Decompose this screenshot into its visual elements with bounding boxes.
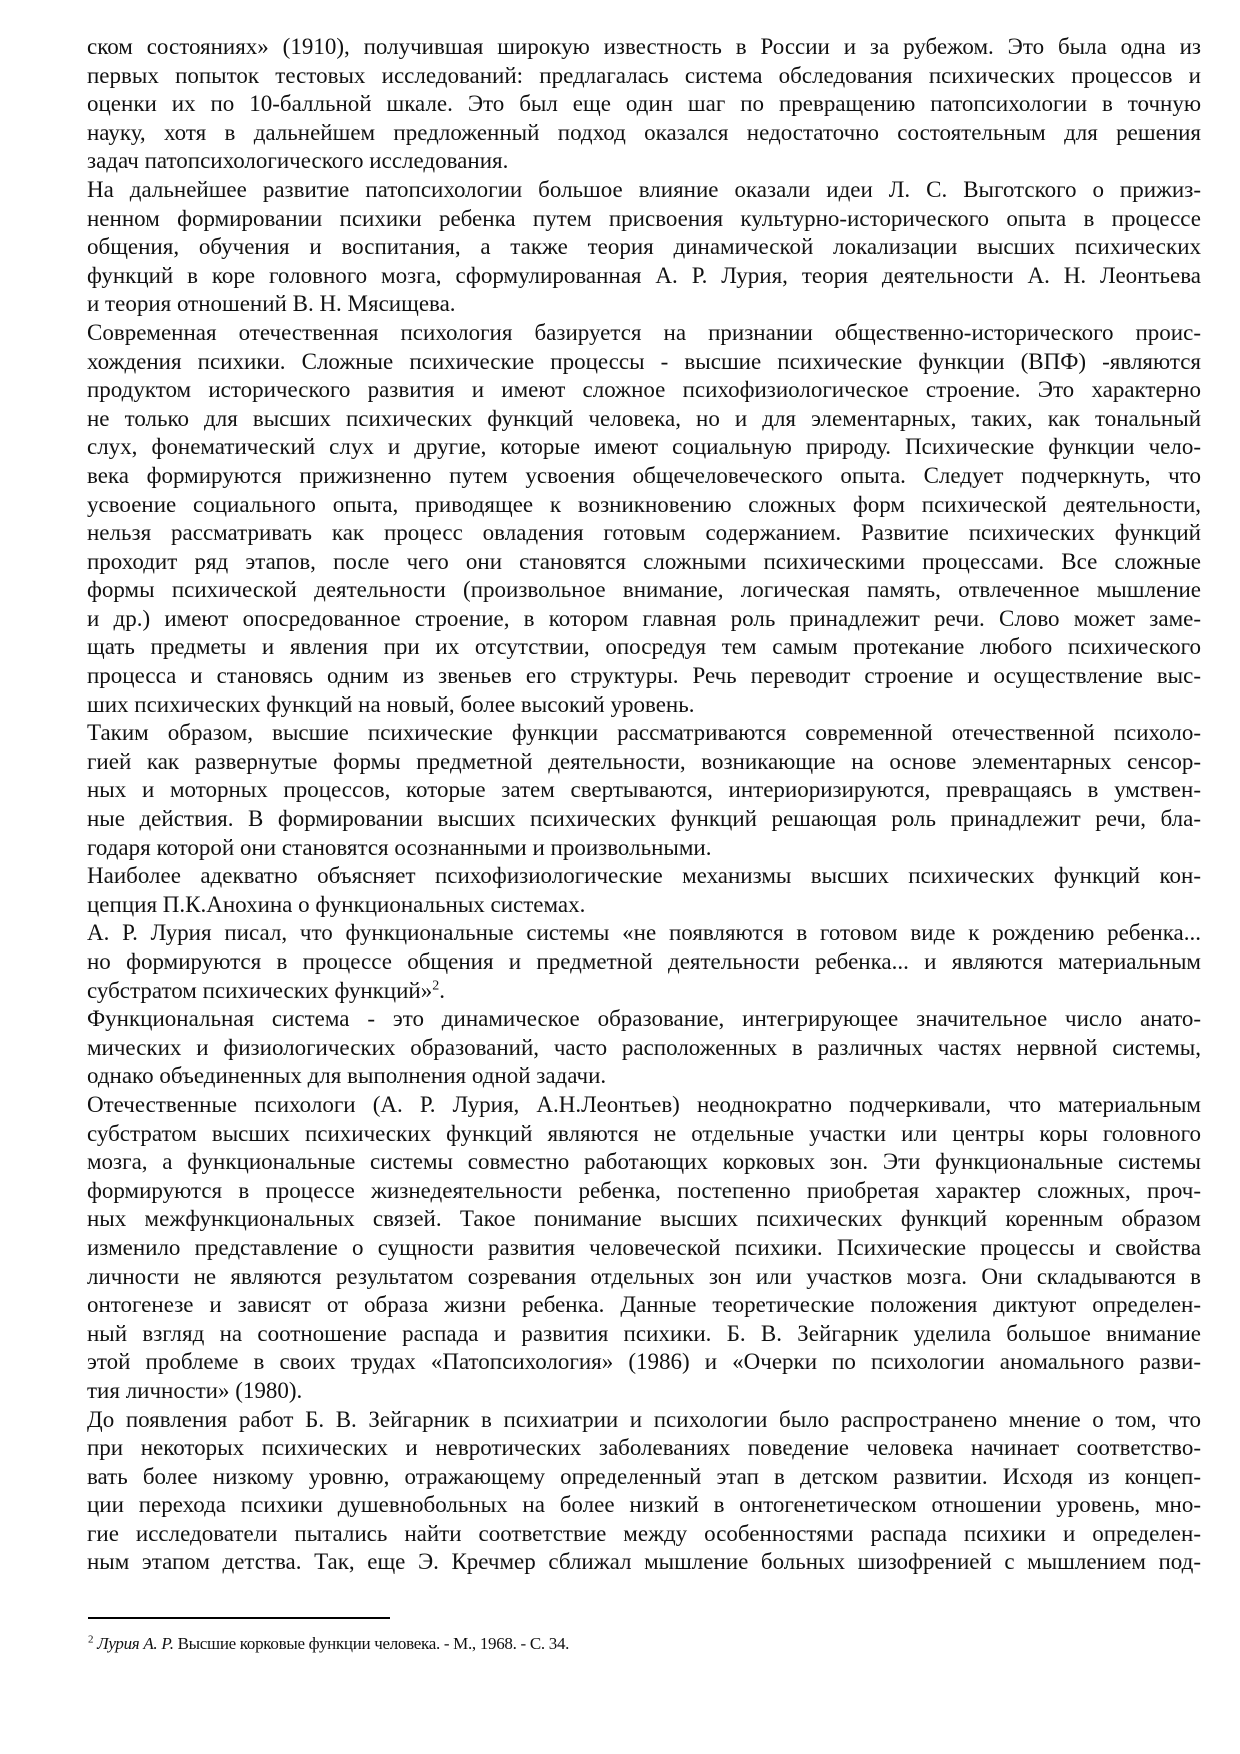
- line-text: гие исследователи пытались найти соответствие между особенностями распада психики и определен-: [87, 1520, 1201, 1546]
- line-text: цепция П.К.Анохина о функциональных системах.: [87, 891, 586, 917]
- line-text: тия личности» (1980).: [87, 1377, 303, 1403]
- text-line: [87, 348, 1201, 377]
- line-text: ных межфункциональных связей. Такое понимание высших психических функций коренным образом: [87, 1206, 1201, 1232]
- body-text: [87, 33, 1201, 1577]
- line-text: не только для высших психических функций человека, но и для элементарных, таких, как тональный: [87, 405, 1201, 431]
- text-line: [87, 948, 1201, 977]
- text-line: [87, 1548, 1201, 1577]
- text-line: [87, 1148, 1201, 1177]
- line-text: Наиболее адекватно объясняет психофизиологические механизмы высших психических функций кон-: [87, 863, 1201, 889]
- text-line: [87, 233, 1201, 262]
- text-line: [87, 1463, 1201, 1492]
- text-line: [87, 605, 1201, 634]
- line-text: первых попыток тестовых исследований: предлагалась система обследования психических процессов и: [87, 62, 1201, 88]
- paragraph: [87, 176, 1201, 319]
- text-line: [87, 548, 1201, 577]
- line-text: онтогенезе и зависят от образа жизни ребенка. Данные теоретические положения диктуют определен-: [87, 1292, 1201, 1318]
- footnote-text: Высшие корковые функции человека. - М., 1968. - С. 34.: [173, 1634, 570, 1653]
- paragraph: [87, 862, 1201, 919]
- line-text: А. Р. Лурия писал, что функциональные системы «не появляются в готовом виде к рождению ребенка...: [87, 920, 1201, 946]
- text-line: [87, 319, 1201, 348]
- line-text: функций в коре головного мозга, сформулированная А. Р. Лурия, теория деятельности А. Н. Леонтьева: [87, 262, 1201, 288]
- text-line: [87, 176, 1201, 205]
- text-line: [87, 1234, 1201, 1263]
- line-text: ных и моторных процессов, которые затем свертываются, интериоризируются, превращаясь в умствен-: [87, 777, 1201, 803]
- text-line: [87, 776, 1201, 805]
- text-line: [87, 405, 1201, 434]
- line-text: Таким образом, высшие психические функции рассматриваются современной отечественной психоло-: [87, 720, 1201, 746]
- line-text: ным этапом детства. Так, еще Э. Кречмер сближал мышление больных шизофренией с мышлением под-: [87, 1549, 1201, 1575]
- line-text: задач патопсихологического исследования.: [87, 148, 509, 174]
- text-line: [87, 433, 1201, 462]
- line-text: и теория отношений В. Н. Мясищева.: [87, 291, 456, 317]
- text-line: [87, 519, 1201, 548]
- text-line: [87, 1005, 1201, 1034]
- text-line: [87, 1205, 1201, 1234]
- text-line: [87, 805, 1201, 834]
- line-text: и др.) имеют опосредованное строение, в котором главная роль принадлежит речи. Слово может заме-: [87, 605, 1201, 631]
- text-line: [87, 1091, 1201, 1120]
- line-text: но формируются в процессе общения и предметной деятельности ребенка... и являются материальным: [87, 949, 1201, 974]
- footnote-author: Лурия А. Р.: [97, 1634, 174, 1653]
- text-line: [87, 1434, 1201, 1463]
- footnote-reference[interactable]: 2: [432, 977, 440, 993]
- text-line: [87, 748, 1201, 777]
- line-text: субстратом высших психических функций являются не отдельные участки или центры коры головного: [87, 1120, 1201, 1146]
- line-text: оценки их по 10-балльной шкале. Это был еще один шаг по превращению патопсихологии в точную: [87, 91, 1201, 117]
- line-text: Современная отечественная психология базируется на признании общественно-исторического проис-: [87, 319, 1201, 345]
- line-text: хождения психики. Сложные психические процессы - высшие психические функции (ВПФ) -являются: [87, 348, 1201, 374]
- line-text: изменило представление о сущности развития человеческой психики. Психические процессы и свойства: [87, 1234, 1201, 1260]
- text-line: [87, 1177, 1201, 1206]
- text-line: [87, 205, 1201, 234]
- line-text: процесса и становясь одним из звеньев его структуры. Речь переводит строение и осуществление выс-: [87, 663, 1201, 689]
- text-line: [87, 491, 1201, 520]
- text-line: [87, 862, 1201, 891]
- text-line: [87, 1120, 1201, 1149]
- line-text: формируются в процессе жизнедеятельности ребенка, постепенно приобретая характер сложных, проч-: [87, 1177, 1201, 1203]
- line-text: ный взгляд на соотношение распада и развития психики. Б. В. Зейгарник уделила большое внимание: [87, 1320, 1201, 1346]
- footnote-number: 2: [88, 1633, 94, 1646]
- line-text: На дальнейшее развитие патопсихологии большое влияние оказали идеи Л. С. Выготского о прижиз-: [87, 176, 1201, 202]
- text-line: [87, 919, 1201, 948]
- paragraph: [87, 319, 1201, 719]
- text-line: [87, 62, 1201, 91]
- text-line: [87, 33, 1201, 62]
- text-line: [87, 147, 1201, 176]
- paragraph: [87, 1091, 1201, 1406]
- paragraph: [87, 33, 1201, 176]
- line-text: однако объединенных для выполнения одной задачи.: [87, 1063, 607, 1089]
- paragraph: [87, 1406, 1201, 1578]
- line-text: гией как развернутые формы предметной деятельности, возникающие на основе элементарных сенсор-: [87, 748, 1201, 774]
- paragraph: [87, 1005, 1201, 1091]
- line-text: годаря которой они становятся осознанными и произвольными.: [87, 834, 712, 860]
- line-text: ные действия. В формировании высших психических функций решающая роль принадлежит речи, бла-: [87, 806, 1201, 832]
- text-line: [87, 1320, 1201, 1349]
- line-text: вать более низкому уровню, отражающему определенный этап в детском развитии. Исходя из концеп-: [87, 1463, 1201, 1489]
- line-text: формы психической деятельности (произвольное внимание, логическая память, отвлеченное мышление: [87, 577, 1201, 603]
- line-text: века формируются прижизненно путем усвоения общечеловеческого опыта. Следует подчеркнуть, что: [87, 462, 1201, 488]
- line-text: усвоение социального опыта, приводящее к возникновению сложных форм психической деятельности,: [87, 491, 1201, 517]
- punctuation: .: [439, 977, 445, 1003]
- text-line: [87, 290, 1201, 319]
- text-line: [87, 376, 1201, 405]
- text-line: [87, 1263, 1201, 1292]
- paragraph: [87, 719, 1201, 862]
- line-text: слух, фонематический слух и другие, которые имеют социальную природу. Психические функции чело-: [87, 434, 1201, 460]
- text-line: [87, 1034, 1201, 1063]
- text-line: [87, 1520, 1201, 1549]
- text-line: [87, 1348, 1201, 1377]
- line-text: субстратом психических функций»: [87, 977, 433, 1003]
- footnote-separator: [88, 1617, 390, 1619]
- text-line: [87, 462, 1201, 491]
- text-line: [87, 119, 1201, 148]
- line-text: мических и физиологических образований, часто расположенных в различных частях нервной системы,: [87, 1034, 1201, 1060]
- line-text: продуктом исторического развития и имеют сложное психофизиологическое строение. Это характерно: [87, 377, 1201, 403]
- paragraph: [87, 919, 1201, 1005]
- text-line: [87, 1491, 1201, 1520]
- line-text: ции перехода психики душевнобольных на более низкий в онтогенетическом отношении уровень, мно-: [87, 1492, 1201, 1518]
- text-line: [87, 262, 1201, 291]
- text-line: [87, 1406, 1201, 1435]
- text-line: [87, 834, 1201, 863]
- text-line: [87, 691, 1201, 720]
- text-line: [87, 576, 1201, 605]
- text-line: [87, 1377, 1201, 1406]
- line-text: нельзя рассматривать как процесс овладения готовым содержанием. Развитие психических функций: [87, 520, 1201, 546]
- line-text: ненном формировании психики ребенка путем присвоения культурно-исторического опыта в процессе: [87, 205, 1201, 231]
- line-text: ших психических функций на новый, более высокий уровень.: [87, 691, 695, 717]
- line-text: Отечественные психологи (А. Р. Лурия, А.Н.Леонтьев) неоднократно подчеркивали, что материальным: [87, 1091, 1201, 1117]
- line-text: мозга, а функциональные системы совместно работающих корковых зон. Эти функциональные системы: [87, 1149, 1201, 1175]
- line-text: Функциональная система - это динамическое образование, интегрирующее значительное число анато-: [87, 1006, 1201, 1032]
- text-line: [87, 891, 1201, 920]
- line-text: проходит ряд этапов, после чего они становятся сложными психическими процессами. Все сложные: [87, 548, 1201, 574]
- line-text: личности не являются результатом созревания отдельных зон или участков мозга. Они складываются в: [87, 1263, 1201, 1289]
- line-text: общения, обучения и воспитания, а также теория динамической локализации высших психических: [87, 234, 1201, 260]
- text-line: [87, 719, 1201, 748]
- line-text: этой проблеме в своих трудах «Патопсихология» (1986) и «Очерки по психологии аномального разви-: [87, 1349, 1201, 1375]
- line-text: науку, хотя в дальнейшем предложенный подход оказался недостаточно состоятельным для решения: [87, 119, 1201, 145]
- text-line: [87, 90, 1201, 119]
- line-text: щать предметы и явления при их отсутствии, опосредуя тем самым протекание любого психического: [87, 634, 1201, 660]
- text-line: [87, 633, 1201, 662]
- text-line: [87, 977, 1201, 1006]
- line-text: До появления работ Б. В. Зейгарник в психиатрии и психологии было распространено мнение о том, что: [87, 1406, 1201, 1432]
- footnote: [88, 1634, 569, 1654]
- text-line: [87, 1291, 1201, 1320]
- text-line: [87, 1062, 1201, 1091]
- line-text: при некоторых психических и невротических заболеваниях поведение человека начинает соответство-: [87, 1435, 1201, 1461]
- text-line: [87, 662, 1201, 691]
- line-text: ском состояниях» (1910), получившая широкую известность в России и за рубежом. Это была одна из: [87, 34, 1201, 59]
